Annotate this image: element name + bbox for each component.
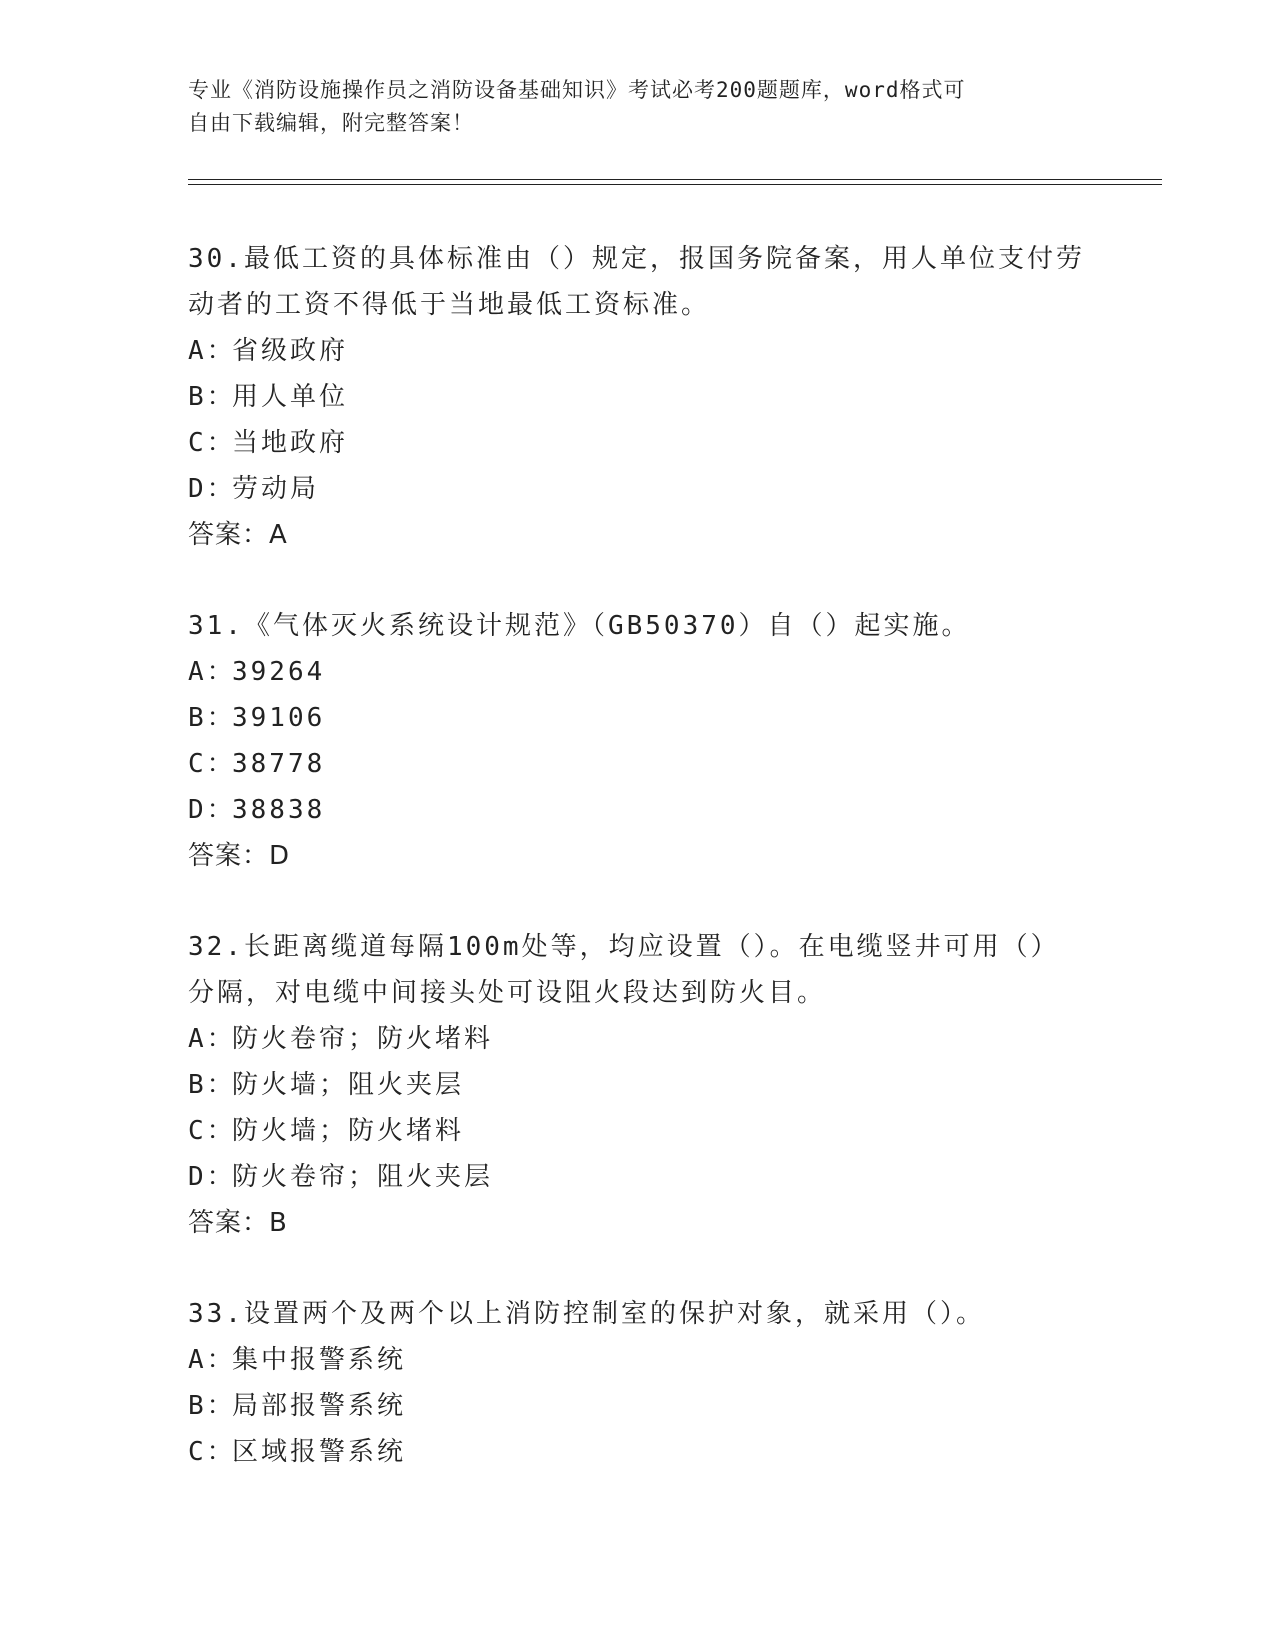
option-a [188,1016,1088,1062]
option-b [188,1383,1088,1429]
option-text: 集中报警系统 [232,1345,407,1375]
option-text: 省级政府 [232,336,349,366]
document-header [188,74,1088,140]
option-a [188,649,1088,695]
option-letter: A： [188,657,236,687]
option-letter: B： [188,382,236,412]
option-d [188,787,1088,833]
answer-line: 答案：D [188,841,291,871]
question-text-line: 分隔，对电缆中间接头处可设阻火段达到防火目。 [188,978,827,1008]
header-divider-bottom [188,184,1162,185]
question-text-line: 33.设置两个及两个以上消防控制室的保护对象，就采用（）。 [188,1299,985,1329]
option-letter: B： [188,1070,236,1100]
option-letter: B： [188,1391,236,1421]
header-line-1: 专业《消防设施操作员之消防设备基础知识》考试必考200题题库，word格式可 [188,78,966,102]
option-b [188,1062,1088,1108]
question-32 [188,924,1088,1246]
option-text: 防火卷帘；阻火夹层 [232,1162,494,1192]
question-list [188,236,1088,1520]
option-b [188,374,1088,420]
option-letter: C： [188,1116,236,1146]
question-text-line: 动者的工资不得低于当地最低工资标准。 [188,290,711,320]
option-c [188,1108,1088,1154]
option-letter: C： [188,1437,236,1467]
option-text: 当地政府 [232,428,349,458]
option-letter: A： [188,1345,236,1375]
option-text: 防火墙；防火堵料 [232,1116,465,1146]
question-text-line: 32.长距离缆道每隔100m处等，均应设置（）。在电缆竖井可用（） [188,932,1060,962]
option-letter: D： [188,474,236,504]
option-letter: B： [188,703,236,733]
option-text: 用人单位 [232,382,349,412]
option-a [188,328,1088,374]
option-c [188,1429,1088,1475]
option-letter: C： [188,428,236,458]
option-text: 防火墙；阻火夹层 [232,1070,465,1100]
option-text: 38838 [232,795,326,825]
option-d [188,1154,1088,1200]
option-letter: D： [188,1162,236,1192]
option-text: 劳动局 [232,474,320,504]
option-text: 39264 [232,657,326,687]
option-text: 38778 [232,749,326,779]
header-divider-top [188,179,1162,180]
option-letter: A： [188,1024,236,1054]
question-30 [188,236,1088,558]
question-text-line: 31.《气体灭火系统设计规范》（GB50370）自（）起实施。 [188,611,971,641]
question-31 [188,603,1088,879]
header-line-2: 自由下载编辑，附完整答案！ [188,111,474,135]
option-c [188,741,1088,787]
option-d [188,466,1088,512]
option-c [188,420,1088,466]
option-a [188,1337,1088,1383]
answer-line: 答案：B [188,1208,288,1238]
question-text-line: 30.最低工资的具体标准由（）规定，报国务院备案，用人单位支付劳 [188,244,1085,274]
answer-line: 答案：A [188,520,288,550]
option-text: 局部报警系统 [232,1391,407,1421]
option-letter: D： [188,795,236,825]
question-33 [188,1291,1088,1475]
option-text: 防火卷帘；防火堵料 [232,1024,494,1054]
option-text: 39106 [232,703,326,733]
option-letter: C： [188,749,236,779]
option-b [188,695,1088,741]
option-text: 区域报警系统 [232,1437,407,1467]
option-letter: A： [188,336,236,366]
